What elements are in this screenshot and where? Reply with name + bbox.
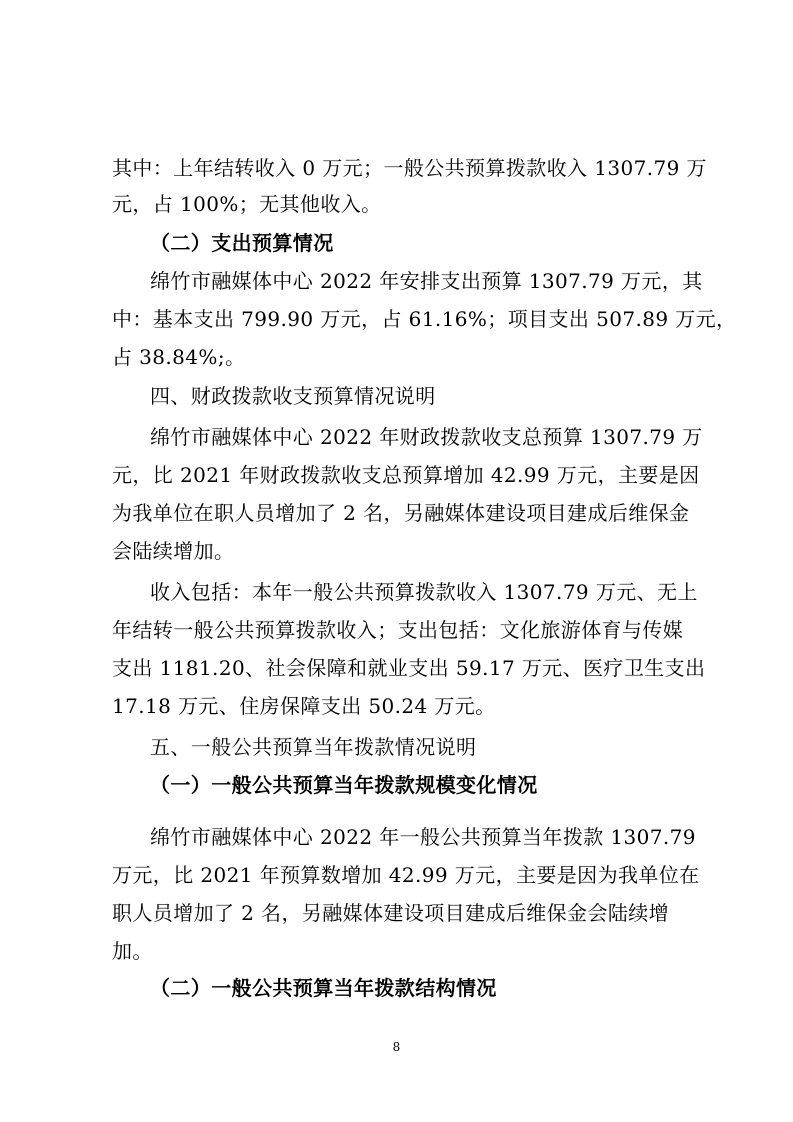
allocation-scale-line-2: 万元，比 2021 年预算数增加 42.99 万元，主要是因为我单位在 (112, 863, 700, 887)
allocation-scale-line-3: 职人员增加了 2 名，另融媒体建设项目建成后维保金会陆续增 (112, 901, 670, 925)
section-four-para2-line-1: 收入包括：本年一般公共预算拨款收入 1307.79 万元、无上 (150, 580, 698, 604)
allocation-scale-heading: （一）一般公共预算当年拨款规模变化情况 (150, 773, 538, 797)
page-number: 8 (392, 1040, 401, 1054)
section-four-heading: 四、财政拨款收支预算情况说明 (150, 384, 436, 408)
section-five-heading: 五、一般公共预算当年拨款情况说明 (150, 735, 477, 759)
income-detail-line-2: 元，占 100%；无其他收入。 (112, 192, 382, 216)
expenditure-line-2: 中：基本支出 799.90 万元，占 61.16%；项目支出 507.89 万元， (112, 307, 737, 331)
allocation-structure-heading: （二）一般公共预算当年拨款结构情况 (150, 976, 497, 1000)
allocation-scale-line-4: 加。 (112, 939, 153, 963)
expenditure-line-3: 占 38.84%;。 (112, 345, 246, 369)
income-detail-line-1: 其中：上年结转收入 0 万元；一般公共预算拨款收入 1307.79 万 (112, 156, 707, 180)
section-four-para1-line-1: 绵竹市融媒体中心 2022 年财政拨款收支总预算 1307.79 万 (150, 425, 703, 449)
section-four-para2-line-3: 支出 1181.20、社会保障和就业支出 59.17 万元、医疗卫生支出 (112, 656, 706, 680)
section-four-para1-line-2: 元，比 2021 年财政拨款收支总预算增加 42.99 万元，主要是因 (112, 463, 700, 487)
expenditure-budget-heading: （二）支出预算情况 (150, 231, 334, 255)
allocation-scale-line-1: 绵竹市融媒体中心 2022 年一般公共预算当年拨款 1307.79 (150, 825, 696, 849)
expenditure-line-1: 绵竹市融媒体中心 2022 年安排支出预算 1307.79 万元，其 (150, 269, 703, 293)
section-four-para2-line-4: 17.18 万元、住房保障支出 50.24 万元。 (112, 694, 496, 718)
section-four-para2-line-2: 年结转一般公共预算拨款收入；支出包括：文化旅游体育与传媒 (112, 618, 684, 642)
section-four-para1-line-4: 会陆续增加。 (112, 539, 235, 563)
section-four-para1-line-3: 为我单位在职人员增加了 2 名，另融媒体建设项目建成后维保金 (112, 501, 690, 525)
